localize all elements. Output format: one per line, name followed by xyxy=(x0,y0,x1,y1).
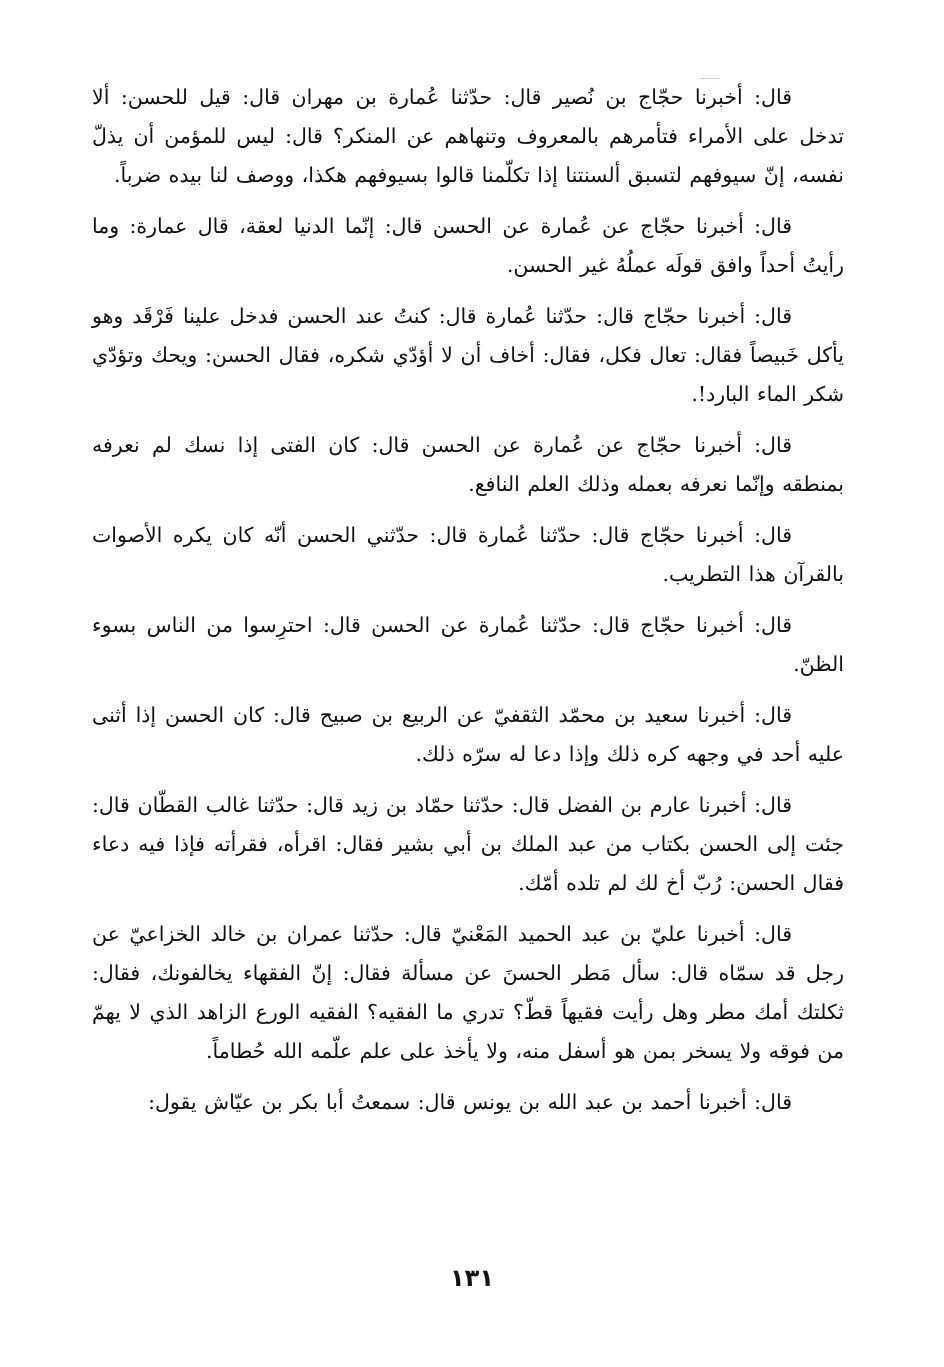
paragraph-7: قال: أخبرنا سعيد بن محمّد الثقفيّ عن الربيع بن صبيح قال: كان الحسن إذا أثنى عليه أحد في وجهه كره ذلك وإذا دعا له سرّه ذلك. xyxy=(92,703,844,766)
page-body xyxy=(92,78,844,1134)
paragraph-1: قال: أخبرنا حجّاج بن نُصير قال: حدّثنا عُمارة بن مهران قال: قيل للحسن: ألا تدخل على الأمراء فتأمرهم بالمعروف وتنهاهم عن المنكر؟ قال: ليس للمؤمن أن يذلّ نفسه، إنّ سيوفهم لتسبق ألسنتنا إذا تكلّمنا قالوا بسيوفهم هكذا، ووصف لنا بيده ضرباً. xyxy=(92,85,844,187)
paragraph-6: قال: أخبرنا حجّاج قال: حدّثنا عُمارة عن الحسن قال: احترِسوا من الناس بسوء الظنّ. xyxy=(92,613,844,676)
paragraph-3: قال: أخبرنا حجّاج قال: حدّثنا عُمارة قال: كنتُ عند الحسن فدخل علينا فَرْقَد وهو يأكل خَبيصاً فقال: تعال فكل، فقال: أخاف أن لا أؤدّي شكره، فقال الحسن: ويحك وتؤدّي شكر الماء البارد!. xyxy=(92,304,844,406)
paragraph-4: قال: أخبرنا حجّاج عن عُمارة عن الحسن قال: كان الفتى إذا نسك لم نعرفه بمنطقه وإنّما نعرفه بعمله وذلك العلم النافع. xyxy=(92,433,844,496)
paragraph-10: قال: أخبرنا أحمد بن عبد الله بن يونس قال: سمعتُ أبا بكر بن عيّاش يقول: xyxy=(148,1090,792,1114)
paragraph-9: قال: أخبرنا عليّ بن عبد الحميد المَعْنيّ قال: حدّثنا عمران بن خالد الخزاعيّ عن رجل قد سمّاه قال: سأل مَطر الحسنَ عن مسألة فقال: إنّ الفقهاء يخالفونك، فقال: ثكلتك أمك مطر وهل رأيت فقيهاً قطّ؟ تدري ما الفقيه؟ الفقيه الورع الزاهد الذي لا يهمّ من فوقه ولا يسخر بمن هو أسفل منه، ولا يأخذ على علم علّمه الله حُطاماً. xyxy=(92,922,844,1063)
paragraph-8: قال: أخبرنا عارم بن الفضل قال: حدّثنا حمّاد بن زيد قال: حدّثنا غالب القطّان قال: جئت إلى الحسن بكتاب من عبد الملك بن أبي بشير فقال: اقرأه، فقرأته فإذا فيه دعاء فقال الحسن: رُبّ أخ لك لم تلده أمّك. xyxy=(92,793,844,895)
page-number: ١٣١ xyxy=(450,1264,494,1292)
paragraph-5: قال: أخبرنا حجّاج قال: حدّثنا عُمارة قال: حدّثني الحسن أنّه كان يكره الأصوات بالقرآن هذا التطريب. xyxy=(92,523,844,586)
paragraph-2: قال: أخبرنا حجّاج عن عُمارة عن الحسن قال: إنّما الدنيا لعقة، قال عمارة: وما رأيتُ أحداً وافق قولَه عملُهُ غير الحسن. xyxy=(92,214,844,277)
